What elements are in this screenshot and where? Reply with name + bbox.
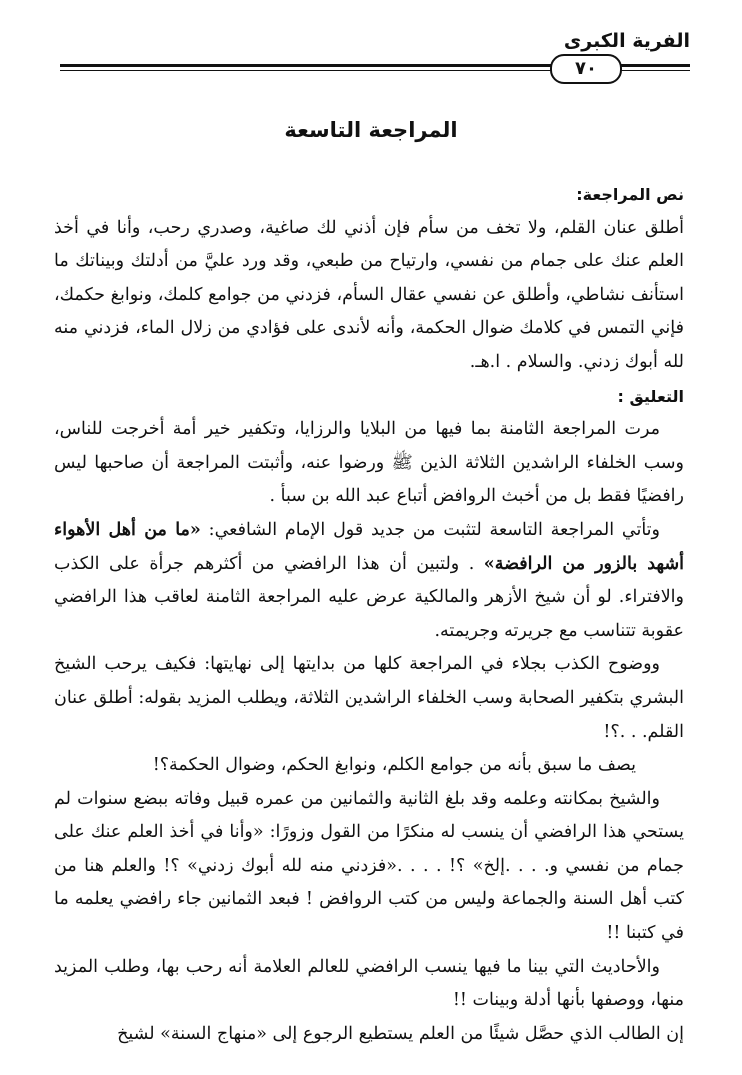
- running-head: الفرية الكبرى: [563, 30, 690, 52]
- commentary-paragraph-5: والشيخ بمكانته وعلمه وقد بلغ الثانية والثمانين من عمره قبيل وفاته ببضع سنوات لم يستحي هذا الرافضي أن ينسب له منكرًا من القول وزورًا: «وأنا في أخذ العلم عنك على جمام من نفسي و. . . .إلخ» ؟! . . . .«فزدني منه لله أبوك زدني» ؟! والعلم هنا من كتب أهل السنة والجماعة وليس من كتب الروافض ! فبعد الثمانين جاء رافضي يعلمه ما في كتبنا !!: [54, 788, 684, 944]
- paragraph-2-rest: . ولتبين أن هذا الرافضي من أكثرهم جرأة على الكذب والافتراء. لو أن شيخ الأزهر والمالكية عرض عليه المراجعة الثامنة لعاقب هذا الرافضي عقوبة تتناسب مع جريرته وجريمته.: [54, 553, 684, 641]
- commentary-paragraph-7: إن الطالب الذي حصَّل شيئًا من العلم يستطيع الرجوع إلى «منهاج السنة» لشيخ: [117, 1023, 684, 1044]
- commentary-label: التعليق :: [617, 386, 684, 406]
- shafii-quote: «ما من أهل الأهواء أشهد بالزور من الرافضة»: [54, 519, 684, 574]
- chapter-title: المراجعة التاسعة: [284, 118, 458, 142]
- review-label: نص المراجعة:: [576, 185, 684, 204]
- review-paragraph: أطلق عنان القلم، ولا تخف من سأم فإن أذني لك صاغية، وصدري رحب، وأنا في أخذ العلم عنك على جمام من نفسي، وارتياح من طبعي، وقد ورد عليَّ من أدلتك وبيناتك ما استأنف نشاطي، وأطلق عن نفسي عقال السأم، فزدني من جوامع كلمك، ونوابغ حكمك، فإني التمس في كلامك ضوال الحكمة، وأنه لأندى على فؤادي من زلال الماء، فزدني منه لله أبوك زدني. والسلام . ا.هـ.: [54, 217, 684, 372]
- commentary-paragraph-1: مرت المراجعة الثامنة بما فيها من البلايا والرزايا، وتكفير خير أمة أخرجت للناس، وسب الخلفاء الراشدين الثلاثة الذين ﷺ ورضوا عنه، وأثبتت المراجعة أن صاحبها ليس رافضيًا فقط بل من أخبث الروافض أتباع عبد الله بن سبأ .: [54, 419, 684, 507]
- commentary-paragraph-3: ووضوح الكذب بجلاء في المراجعة كلها من بدايتها إلى نهايتها: فكيف يرحب الشيخ البشري بتكفير الصحابة وسب الخلفاء الراشدين الثلاثة، ويطلب المزيد بقوله: أطلق عنان القلم. . .؟!: [54, 654, 684, 742]
- page-number-badge: ٧٠: [550, 54, 622, 84]
- commentary-paragraph-4: يصف ما سبق بأنه من جوامع الكلم، ونوابغ الحكم، وضوال الحكمة؟!: [152, 755, 636, 776]
- commentary-paragraph-2: [54, 514, 684, 648]
- paragraph-2-lead: وتأتي المراجعة التاسعة لتثبت من جديد قول الإمام الشافعي:: [200, 519, 660, 540]
- commentary-paragraph-6: والأحاديث التي بينا ما فيها ينسب الرافضي للعالم العلامة أنه رحب بها، وطلب المزيد منها، ووصفها بأنها أدلة وبينات !!: [54, 956, 684, 1011]
- page-body: [54, 178, 684, 1051]
